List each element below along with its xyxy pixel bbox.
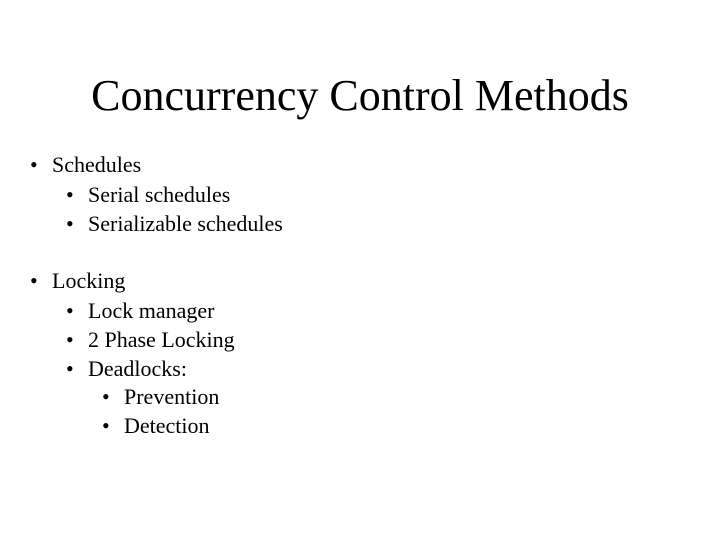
bullet-schedules [30, 151, 141, 179]
bullet-text: Lock manager [88, 298, 215, 323]
bullet-text: Prevention [124, 384, 220, 409]
bullet-text: Serial schedules [88, 182, 231, 207]
bullet-text: Serializable schedules [88, 211, 283, 236]
bullet-text: Locking [52, 268, 126, 293]
bullet-2-phase-locking [66, 326, 235, 354]
bullet-glyph: • [66, 327, 74, 352]
bullet-glyph: • [66, 356, 74, 381]
bullet-text: Schedules [52, 152, 142, 177]
bullet-glyph: • [102, 413, 110, 438]
bullet-deadlocks [66, 355, 187, 383]
bullet-serial-schedules [66, 181, 230, 209]
bullet-text: Deadlocks: [88, 356, 187, 381]
slide-title: Concurrency Control Methods [91, 71, 629, 120]
bullet-glyph: • [102, 384, 110, 409]
bullet-text: Detection [124, 413, 210, 438]
bullet-glyph: • [66, 298, 74, 323]
bullet-prevention [102, 383, 219, 411]
bullet-locking [30, 267, 125, 295]
bullet-serializable-schedules [66, 210, 283, 238]
bullet-text: 2 Phase Locking [88, 327, 235, 352]
bullet-glyph: • [66, 182, 74, 207]
bullet-glyph: • [30, 268, 38, 293]
bullet-lock-manager [66, 297, 214, 325]
bullet-glyph: • [30, 152, 38, 177]
bullet-detection [102, 412, 210, 440]
bullet-glyph: • [66, 211, 74, 236]
